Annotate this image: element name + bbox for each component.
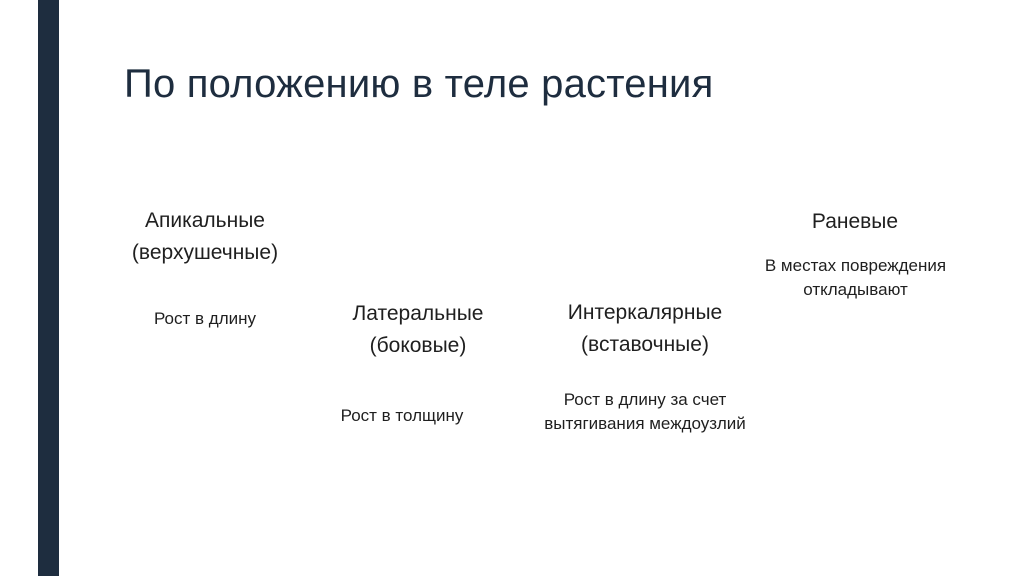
heading-apical-line-1: Апикальные [144,209,265,232]
heading-apical [105,205,305,269]
heading-wound [780,206,930,238]
heading-wound-line-1: Раневые [811,210,899,233]
description-wound [738,254,973,302]
heading-intercalary-line-1: Интеркалярные [567,301,723,324]
description-lateral [317,404,487,428]
description-lateral-line-1: Рост в толщину [340,406,464,425]
accent-bar [38,0,59,576]
description-wound-line-2: откладывают [803,280,908,299]
description-intercalary [520,388,770,436]
heading-lateral-line-1: Латеральные [352,302,484,325]
heading-lateral-line-2: (боковые) [369,334,467,357]
heading-intercalary [540,297,750,361]
description-intercalary-line-1: Рост в длину за счет [563,390,727,409]
description-apical-line-1: Рост в длину [153,309,257,328]
heading-intercalary-line-2: (вставочные) [581,333,709,356]
heading-apical-line-2: (верхушечные) [131,241,279,264]
description-wound-line-1: В местах повреждения [764,256,947,275]
slide-title: По положению в теле растения [124,62,714,106]
description-apical [115,307,295,331]
description-intercalary-line-2: вытягивания междоузлий [544,414,746,433]
heading-lateral [318,298,518,362]
